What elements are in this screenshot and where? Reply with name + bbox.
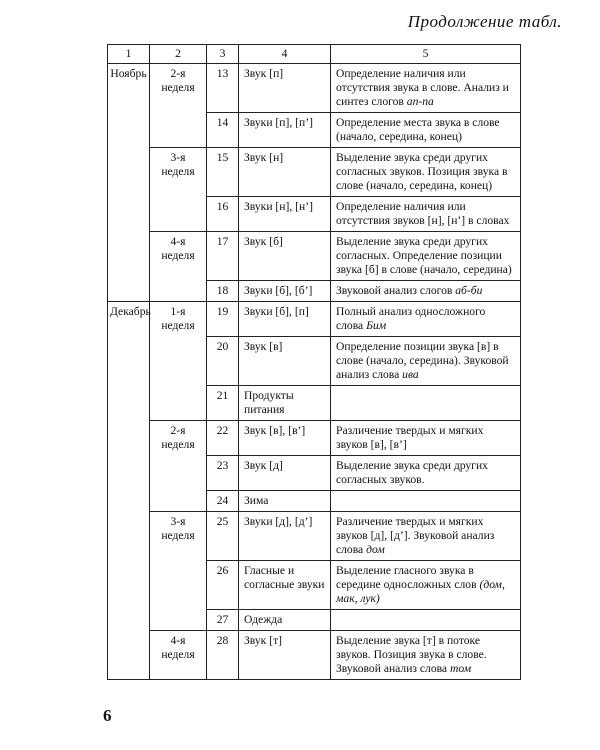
- lesson-topic: Одежда: [239, 610, 331, 631]
- continuation-title: Продолжение табл.: [407, 12, 562, 31]
- content-example: том: [449, 662, 472, 675]
- lesson-number: 27: [207, 610, 239, 631]
- lesson-topic: Звуки [б], [п]: [239, 302, 331, 337]
- content-text: Определение позиции звука [в] в слове (начало, середина). Звуковой анализ слова: [336, 340, 509, 381]
- week-cell: 1-я неделя: [150, 302, 207, 421]
- content-text: Выделение гласного звука в середине односложных слов: [336, 564, 480, 591]
- month-cell: Декабрь: [108, 302, 150, 680]
- lesson-content: [331, 302, 521, 337]
- lesson-content: [331, 113, 521, 148]
- table-row: [108, 512, 521, 561]
- table-row: [108, 64, 521, 113]
- content-example: дом: [366, 543, 385, 556]
- content-example: аб-би: [455, 284, 483, 297]
- week-cell: 4-я неделя: [150, 232, 207, 302]
- week-cell: 3-я неделя: [150, 512, 207, 631]
- lesson-content: [331, 421, 521, 456]
- lesson-topic: Звук [д]: [239, 456, 331, 491]
- content-text: Выделение звука среди других согласных звуков.: [336, 459, 488, 486]
- lesson-number: 21: [207, 386, 239, 421]
- content-example: (дом, мак, лук): [336, 578, 505, 605]
- table-row: [108, 302, 521, 337]
- week-cell: 3-я неделя: [150, 148, 207, 232]
- lesson-number: 20: [207, 337, 239, 386]
- content-text: Звуковой анализ слогов: [336, 284, 456, 297]
- lesson-plan-table: [107, 44, 521, 680]
- lesson-topic: Звуки [н], [н’]: [239, 197, 331, 232]
- lesson-number: 24: [207, 491, 239, 512]
- lesson-topic: Звуки [д], [д’]: [239, 512, 331, 561]
- lesson-topic: Продукты питания: [239, 386, 331, 421]
- lesson-topic: Звуки [б], [б’]: [239, 281, 331, 302]
- lesson-content: [331, 148, 521, 197]
- lesson-topic: Зима: [239, 491, 331, 512]
- lesson-content: [331, 232, 521, 281]
- content-text: Выделение звука среди других согласных. Определение позиции звука [б] в слове (начало, середина): [336, 235, 512, 276]
- lesson-number: 26: [207, 561, 239, 610]
- content-text: Определение наличия или отсутствия звука в слове. Анализ и синтез слогов: [336, 67, 509, 108]
- lesson-content: [331, 561, 521, 610]
- lesson-content: [331, 631, 521, 680]
- lesson-number: 22: [207, 421, 239, 456]
- lesson-content: [331, 610, 521, 631]
- header-row: [108, 45, 521, 64]
- lesson-content: [331, 491, 521, 512]
- lesson-content: [331, 197, 521, 232]
- content-text: Различение твердых и мягких звуков [д], [д’]. Звуковой анализ слова: [336, 515, 495, 556]
- content-text: Выделение звука среди других согласных звуков. Позиция звука в слове (начало, середина, конец): [336, 151, 508, 192]
- lesson-topic: Звук [п]: [239, 64, 331, 113]
- lesson-topic: Звук [н]: [239, 148, 331, 197]
- lesson-number: 18: [207, 281, 239, 302]
- content-example: ап-па: [406, 95, 434, 108]
- header-cell: 2: [150, 45, 207, 64]
- lesson-topic: Звуки [п], [п’]: [239, 113, 331, 148]
- week-cell: 2-я неделя: [150, 421, 207, 512]
- table-row: [108, 421, 521, 456]
- content-text: Выделение звука [т] в потоке звуков. Позиция звука в слове. Звуковой анализ слова: [336, 634, 487, 675]
- lesson-number: 14: [207, 113, 239, 148]
- header-cell: 4: [239, 45, 331, 64]
- week-cell: 4-я неделя: [150, 631, 207, 680]
- content-example: ива: [402, 368, 419, 381]
- lesson-content: [331, 512, 521, 561]
- lesson-number: 25: [207, 512, 239, 561]
- content-text: Различение твердых и мягких звуков [в], [в’]: [336, 424, 484, 451]
- content-text: Определение места звука в слове (начало, середина, конец): [336, 116, 500, 143]
- table-row: [108, 148, 521, 197]
- table-row: [108, 232, 521, 281]
- header-cell: 3: [207, 45, 239, 64]
- lesson-content: [331, 337, 521, 386]
- page-number: 6: [103, 706, 112, 725]
- lesson-content: [331, 456, 521, 491]
- month-cell: Ноябрь: [108, 64, 150, 302]
- lesson-topic: Звук [б]: [239, 232, 331, 281]
- lesson-topic: Гласные и согласные звуки: [239, 561, 331, 610]
- lesson-number: 13: [207, 64, 239, 113]
- lesson-number: 19: [207, 302, 239, 337]
- lesson-number: 15: [207, 148, 239, 197]
- lesson-number: 28: [207, 631, 239, 680]
- content-text: Определение наличия или отсутствия звуков [н], [н’] в словах: [336, 200, 510, 227]
- content-text: Полный анализ односложного слова: [336, 305, 486, 332]
- lesson-content: [331, 281, 521, 302]
- header-cell: 1: [108, 45, 150, 64]
- lesson-number: 23: [207, 456, 239, 491]
- lesson-number: 16: [207, 197, 239, 232]
- lesson-content: [331, 64, 521, 113]
- content-example: Бим: [366, 319, 387, 332]
- lesson-topic: Звук [в], [в’]: [239, 421, 331, 456]
- lesson-topic: Звук [т]: [239, 631, 331, 680]
- table-row: [108, 631, 521, 680]
- lesson-topic: Звук [в]: [239, 337, 331, 386]
- week-cell: 2-я неделя: [150, 64, 207, 148]
- lesson-content: [331, 386, 521, 421]
- lesson-number: 17: [207, 232, 239, 281]
- header-cell: 5: [331, 45, 521, 64]
